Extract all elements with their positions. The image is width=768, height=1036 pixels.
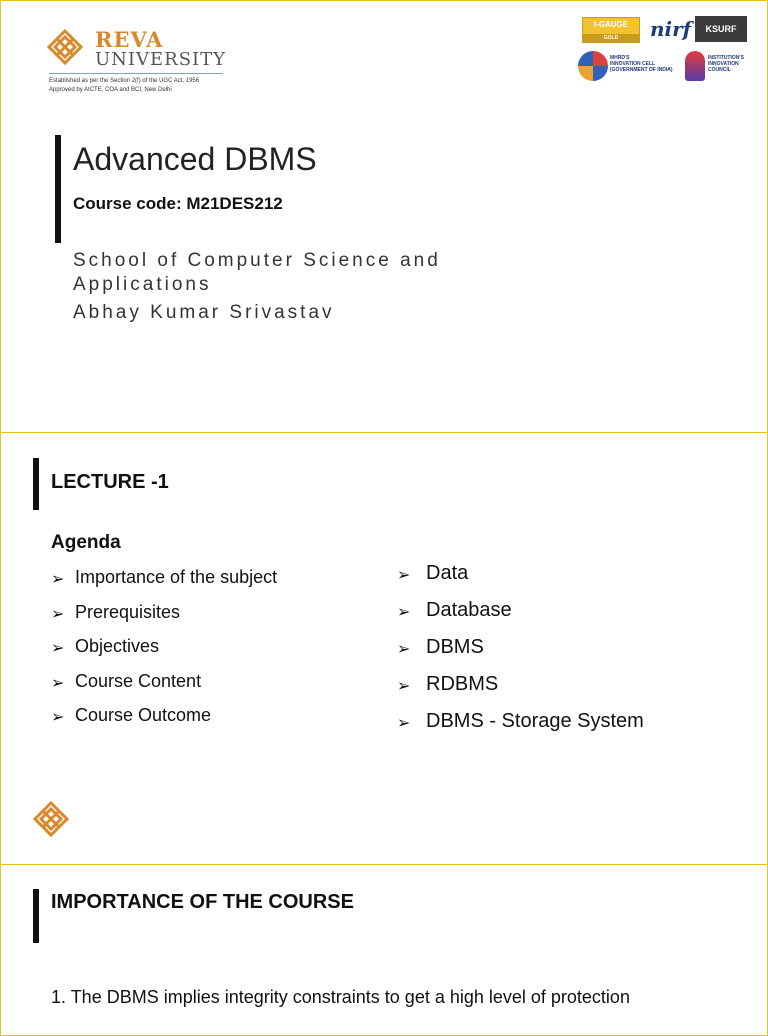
arrow-bullet-icon: ➢: [397, 678, 411, 695]
logo-subtitle-line-1: Established as per the Section 2(f) of the UGC Act, 1956: [49, 78, 200, 84]
agenda-item-label: RDBMS: [426, 673, 499, 695]
agenda-title: Agenda: [51, 532, 121, 553]
reva-knot-icon: [47, 29, 83, 65]
agenda-item-label: Data: [426, 562, 469, 584]
lecture-heading: LECTURE -1: [51, 471, 169, 493]
arrow-bullet-icon: ➢: [51, 640, 65, 657]
logo-subtitle: [49, 77, 199, 95]
innovation-cell-badge: [578, 49, 673, 83]
arrow-bullet-icon: ➢: [397, 715, 411, 732]
author-name: Abhay Kumar Srivastav: [73, 302, 335, 323]
ksurf-badge: KSURF: [695, 16, 747, 42]
igauge-label: I-GAUGE: [593, 20, 629, 29]
heading-accent-bar: [33, 458, 39, 510]
arrow-bullet-icon: ➢: [397, 604, 411, 621]
iic-line-2: INNOVATION: [708, 61, 739, 67]
course-title: Advanced DBMS: [73, 141, 317, 177]
arrow-bullet-icon: ➢: [51, 709, 65, 726]
iic-line-1: INSTITUTION'S: [708, 55, 744, 61]
importance-slide: [0, 864, 768, 1036]
agenda-item-label: DBMS: [426, 636, 484, 658]
mic-line-1: MHRD'S: [610, 55, 630, 61]
mic-line-2: INNOVATION CELL: [610, 61, 656, 67]
agenda-item-label: Objectives: [75, 636, 160, 656]
agenda-item-label: Course Outcome: [75, 705, 212, 725]
agenda-item-label: Course Content: [75, 670, 202, 691]
arrow-bullet-icon: ➢: [397, 641, 411, 658]
logo-divider: [49, 73, 223, 74]
arrow-bullet-icon: ➢: [51, 571, 65, 588]
nirf-badge: nirf: [650, 17, 692, 41]
arrow-bullet-icon: ➢: [397, 567, 411, 584]
arrow-bullet-icon: ➢: [51, 605, 65, 623]
agenda-item-label: Database: [426, 599, 512, 621]
importance-point-1: 1. The DBMS implies integrity constraints to get a high level of protection: [51, 987, 630, 1007]
innovation-cell-text: [610, 55, 673, 73]
mic-line-3: (GOVERNMENT OF INDIA): [610, 67, 673, 73]
innovation-council-icon: [685, 51, 705, 81]
agenda-item-label: Importance of the subject: [75, 567, 278, 587]
agenda-item-label: DBMS - Storage System: [426, 710, 644, 732]
igauge-gold-label: GOLD: [583, 34, 639, 42]
reva-knot-icon: [33, 801, 69, 837]
title-accent-bar: [55, 135, 61, 243]
logo-name-reva: REVA: [95, 27, 164, 52]
innovation-council-text: [708, 55, 744, 73]
school-name: School of Computer Science and Applications: [73, 250, 441, 295]
arrow-bullet-icon: ➢: [51, 674, 65, 692]
title-slide: [0, 0, 768, 433]
logo-subtitle-line-2: Approved by AICTE, COA and BCI, New Delhi: [49, 87, 172, 93]
logo-name-university: UNIVERSITY: [95, 49, 227, 70]
agenda-item-label: Prerequisites: [75, 601, 181, 622]
igauge-badge: [582, 17, 640, 43]
course-code: Course code: M21DES212: [73, 194, 283, 213]
iic-line-3: COUNCIL: [708, 67, 731, 73]
importance-heading: IMPORTANCE OF THE COURSE: [51, 891, 354, 913]
innovation-council-badge: [685, 49, 749, 83]
innovation-cell-icon: [578, 51, 608, 81]
agenda-slide: [0, 432, 768, 865]
heading-accent-bar: [33, 889, 39, 943]
